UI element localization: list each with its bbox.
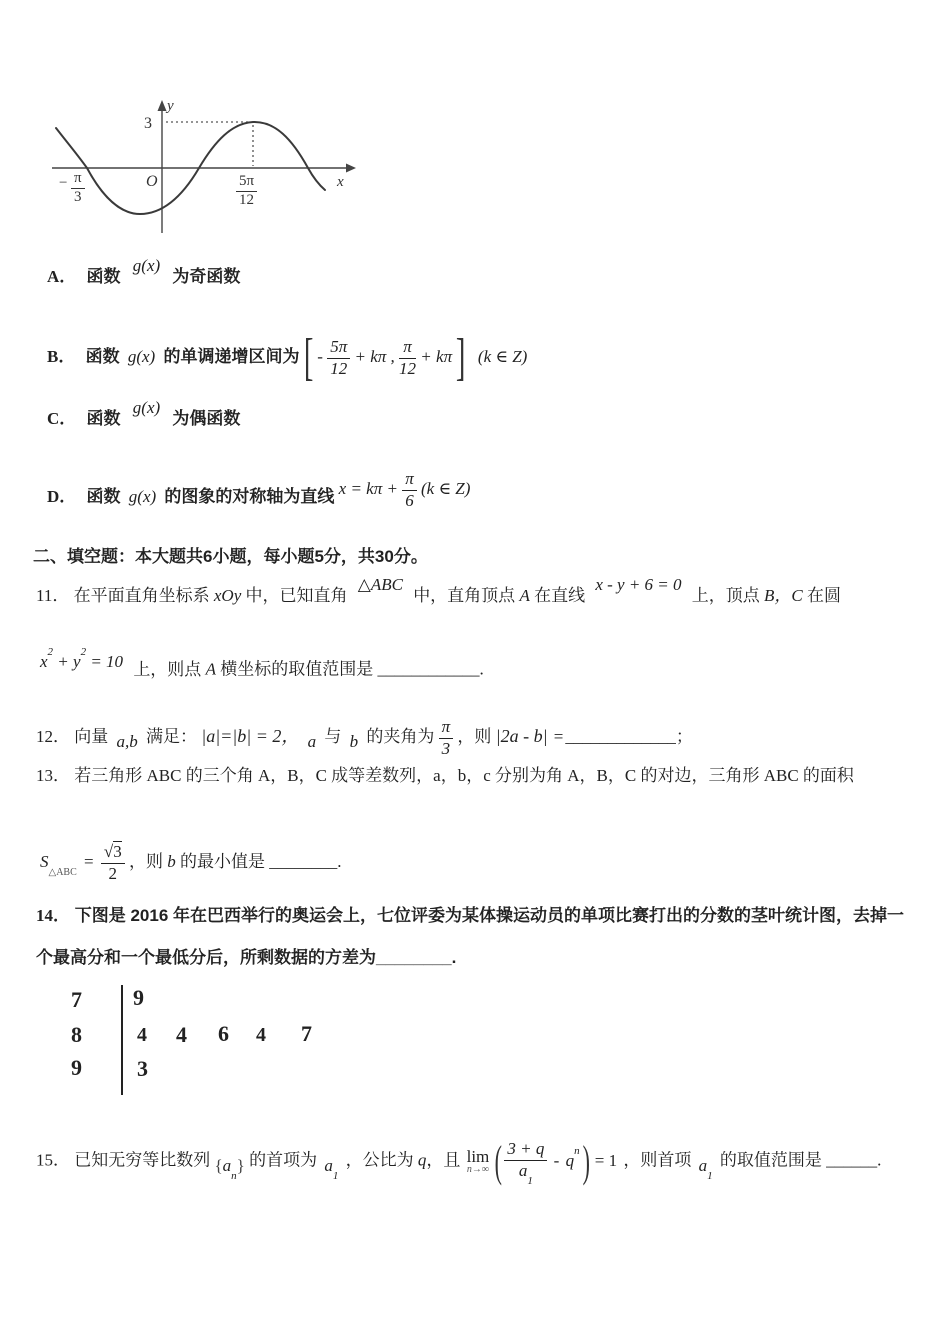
question-14-line1	[36, 905, 904, 928]
equals-1: = 1	[594, 1150, 618, 1170]
tick-numerator: 5π	[236, 174, 257, 192]
leaf: 6	[218, 1021, 229, 1046]
vectors-ab: a,b	[116, 732, 138, 752]
point-a: A	[205, 659, 216, 679]
right-brace: }	[236, 1155, 245, 1175]
symmetry-axis-formula	[338, 469, 471, 510]
option-a	[47, 256, 241, 289]
denominator: 6	[405, 490, 414, 510]
formula-pre: x = kπ +	[338, 479, 398, 499]
q15-text: 已知无穷等比数列	[74, 1150, 211, 1170]
a-var: a	[324, 1155, 333, 1175]
fraction-5pi-12	[327, 338, 350, 378]
left-brace: {	[214, 1155, 223, 1175]
question-number: 12．	[36, 727, 70, 747]
tick-5pi-over-12	[236, 174, 257, 209]
option-a-label: A．	[47, 267, 77, 286]
q-var: q	[565, 1150, 575, 1170]
eq-part: + y	[53, 651, 81, 671]
subscript-1: 1	[527, 1175, 533, 1188]
question-number: 14．	[36, 906, 70, 925]
option-a-text2: 为奇函数	[172, 267, 241, 286]
q11-text: 上，顶点	[691, 586, 765, 605]
gx-function: g(x)	[132, 256, 161, 275]
line-equation: x - y + 6 = 0	[595, 575, 682, 594]
q12-text: 与	[324, 727, 342, 747]
question-11-line2	[40, 646, 484, 682]
option-d-text2: 的图象的对称轴为直线	[164, 487, 335, 507]
leaf: 3	[137, 1056, 148, 1081]
a1-var	[324, 1155, 339, 1182]
equals: =	[84, 852, 94, 872]
q11-text: 在平面直角坐标系	[73, 586, 214, 605]
answer-blank: ______.	[826, 1150, 882, 1170]
denominator: 12	[330, 358, 348, 378]
left-paren: (	[494, 1136, 502, 1186]
q14-text: 年在巴西举行的奥运会上，七位评委为某体操运动员的单项比赛打出的分数的茎叶统计图，去掉一	[168, 906, 905, 925]
q14-text: 下图是	[74, 906, 131, 925]
exponent: 2	[47, 646, 54, 658]
q15-text: ，公比为	[345, 1150, 418, 1170]
option-c-label: C．	[47, 409, 77, 428]
max-value-label: 3	[144, 115, 152, 132]
limit-operator	[467, 1148, 490, 1175]
q-power-n	[565, 1144, 580, 1170]
denominator: 3	[441, 738, 451, 758]
tick-numerator: π	[71, 171, 85, 189]
q14-text: 个最高分和一个最低分后，所剩数据的方差为	[36, 948, 376, 967]
tick-denominator: 12	[239, 191, 255, 208]
fraction-3q-a1	[504, 1139, 547, 1188]
interval-minus: -	[317, 347, 328, 366]
year-2016: 2016	[130, 906, 169, 925]
fraction-pi-12	[399, 338, 416, 378]
k-in-z: (k ∈ Z)	[421, 479, 471, 499]
vector-a: a	[307, 732, 317, 752]
origin-label: O	[146, 173, 158, 190]
eq-part: x	[40, 651, 48, 671]
q13-text: 若三角形 ABC 的三个角 A，B，C 成等差数列，a，b，c 分别为角 A，B，C 的对边，三角形 ABC 的面积	[74, 766, 854, 785]
left-bracket: [	[303, 329, 314, 386]
subscript-n: n	[231, 1169, 237, 1182]
q11-text: 在圆	[802, 586, 842, 605]
option-b-label: B．	[47, 347, 76, 366]
q15-text: 的取值范围是	[719, 1150, 822, 1170]
option-b	[47, 329, 528, 386]
option-d-label: D．	[47, 487, 77, 507]
points-bc: B，C	[764, 586, 803, 605]
a-var: a	[518, 1160, 528, 1180]
denominator	[504, 1160, 547, 1188]
lim-subscript: n→∞	[466, 1164, 489, 1176]
right-bracket: ]	[456, 329, 466, 386]
gx-function: g(x)	[128, 487, 157, 507]
q15-text: ，则首项	[623, 1150, 692, 1170]
gx-function: g(x)	[127, 347, 156, 366]
vector-b: b	[349, 732, 359, 752]
minus: -	[553, 1150, 564, 1170]
area-subscript: △ABC	[48, 867, 77, 879]
fraction-pi-6	[402, 470, 417, 510]
option-d-text: 函数	[86, 487, 121, 507]
subscript-1: 1	[332, 1169, 339, 1182]
q13-text: ，则	[128, 852, 168, 872]
xoy: xOy	[213, 586, 242, 605]
q12-text: 向量	[74, 727, 109, 747]
right-paren: )	[582, 1136, 590, 1186]
stem: 9	[71, 1055, 82, 1080]
graph-canvas	[40, 95, 390, 247]
numerator: 3 + q	[504, 1140, 547, 1161]
question-13-line2	[40, 843, 341, 883]
radical-sign: √	[103, 842, 114, 861]
option-b-text2: 的单调递增区间为	[163, 347, 300, 366]
function-graph	[40, 95, 390, 247]
eq-part: = 10	[86, 651, 124, 671]
q11-text: 横坐标的取值范围是	[215, 659, 374, 679]
interval-mid: + kπ ,	[354, 347, 395, 366]
q12-text: 满足：	[146, 727, 197, 747]
q-var: q	[417, 1150, 427, 1170]
leaf: 4	[137, 1024, 147, 1046]
question-15	[36, 1136, 882, 1188]
interval-end: + kπ	[420, 347, 453, 366]
y-axis-arrow	[158, 100, 167, 111]
norm-equation: |a|=|b| = 2，	[201, 726, 300, 747]
a-var: a	[698, 1155, 708, 1175]
answer-blank: ________.	[376, 948, 457, 967]
gx-function: g(x)	[132, 398, 161, 417]
question-number: 11．	[36, 586, 70, 605]
point-a: A	[519, 586, 530, 605]
question-14-line2	[36, 947, 456, 970]
answer-blank: ____________.	[377, 659, 484, 679]
q13-text: 的最小值是	[175, 852, 265, 872]
fraction-pi-3	[439, 718, 454, 758]
numerator: π	[402, 470, 417, 491]
subscript-1: 1	[707, 1169, 713, 1182]
tick-denominator: 3	[74, 188, 82, 205]
k-in-z: (k ∈ Z)	[477, 347, 528, 366]
stem-leaf-plot	[63, 985, 363, 1097]
sequence-an	[214, 1155, 245, 1182]
question-13-line1	[36, 765, 854, 788]
triangle-abc: △ABC	[357, 575, 403, 594]
leaf: 7	[301, 1021, 312, 1046]
question-11-line1	[36, 575, 842, 608]
exponent-n: n	[574, 1144, 580, 1157]
option-a-text: 函数	[86, 267, 121, 286]
q12-semicolon: ；	[675, 727, 693, 747]
option-c-text2: 为偶函数	[172, 409, 241, 428]
question-12	[36, 718, 693, 758]
answer-blank: _____________	[565, 727, 676, 747]
circle-equation	[40, 646, 127, 671]
answer-blank: ________.	[269, 852, 342, 872]
stem: 7	[71, 987, 82, 1012]
stem-divider	[121, 985, 123, 1095]
q12-text: ，则	[457, 727, 492, 747]
norm-2a-minus-b: |2a - b|	[495, 726, 548, 747]
numerator: π	[439, 718, 454, 739]
tick-neg-pi-over-3	[71, 171, 85, 206]
var-b: b	[167, 852, 176, 872]
a1-var	[698, 1155, 713, 1182]
x-label: x	[337, 174, 344, 190]
question-number: 15．	[36, 1150, 70, 1170]
y-label: y	[167, 98, 174, 114]
q15-text: 的首项为	[249, 1150, 318, 1170]
q12-text: 的夹角为	[366, 727, 435, 747]
option-b-text: 函数	[85, 347, 120, 366]
option-c	[47, 398, 241, 431]
question-number: 13．	[36, 766, 70, 785]
leaf: 4	[256, 1024, 266, 1046]
denominator: 12	[399, 358, 417, 378]
exponent: 2	[80, 646, 87, 658]
q11-text: 中，直角顶点	[413, 586, 520, 605]
fraction-sqrt3-2	[101, 843, 125, 883]
option-d	[47, 469, 471, 518]
leaf: 4	[176, 1022, 187, 1047]
numerator	[101, 843, 125, 864]
q11-text: 在直线	[529, 586, 586, 605]
q11-text: 中，已知直角	[241, 586, 348, 605]
a-var: a	[222, 1155, 232, 1175]
stem: 8	[71, 1022, 82, 1047]
denominator: 2	[108, 863, 118, 883]
neg-tick-minus: −	[59, 175, 68, 191]
numerator: π	[399, 338, 416, 359]
lim-word: lim	[466, 1147, 490, 1167]
leaf: 9	[133, 985, 144, 1010]
section-title: 二、填空题：本大题共6小题，每小题5分，共30分。	[33, 547, 428, 566]
area-symbol: S	[40, 852, 49, 872]
numerator: 5π	[327, 338, 350, 359]
q15-text: ，且	[426, 1150, 461, 1170]
radicand: 3	[113, 842, 122, 861]
q11-text: 上，则点	[133, 659, 206, 679]
equals: =	[553, 727, 564, 747]
option-c-text: 函数	[86, 409, 121, 428]
x-axis-arrow	[346, 164, 356, 173]
